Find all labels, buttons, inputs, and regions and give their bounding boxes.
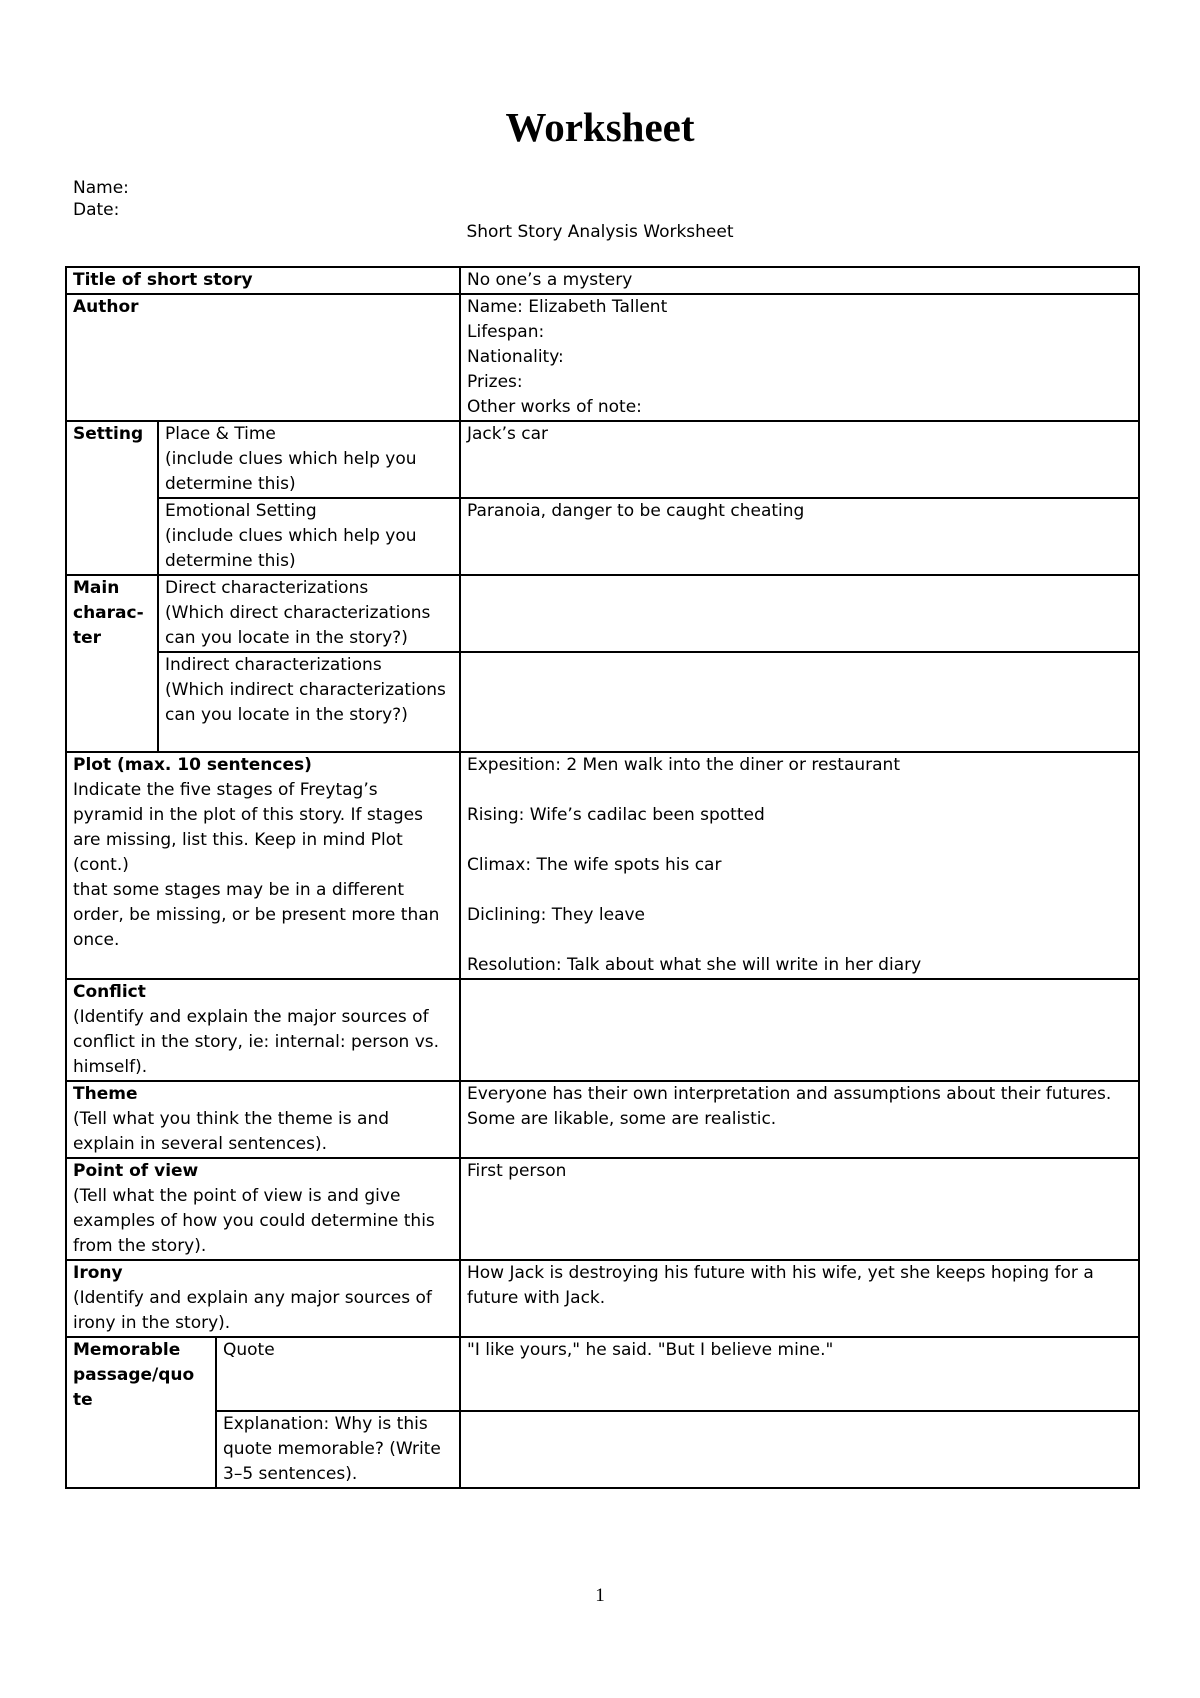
- author-name: Name: Elizabeth Tallent: [467, 297, 668, 317]
- author-lifespan: Lifespan:: [467, 322, 545, 342]
- irony-value-cell: [460, 1260, 1139, 1337]
- main-character-label-cell: [66, 575, 158, 752]
- point-of-view-label-cell: [66, 1158, 460, 1260]
- memorable-explanation-value-cell: [460, 1411, 1139, 1488]
- irony-label: Irony: [73, 1263, 123, 1283]
- author-nationality: Nationality:: [467, 347, 564, 367]
- theme-row: [66, 1081, 1139, 1158]
- setting-emotional-value-cell: [460, 498, 1139, 575]
- title-label-cell: [66, 267, 460, 294]
- conflict-row: [66, 979, 1139, 1081]
- indirect-characterization-value-cell: [460, 652, 1139, 752]
- plot-declining: Diclining: They leave: [467, 905, 646, 925]
- memorable-quote-title-cell: [216, 1337, 460, 1411]
- memorable-quote-value: "I like yours," he said. "But I believe mine.": [467, 1340, 834, 1360]
- setting-emotional-title: Emotional Setting: [165, 501, 317, 521]
- plot-rising: Rising: Wife’s cadilac been spotted: [467, 805, 765, 825]
- setting-label-cell: [66, 421, 158, 575]
- name-label: Name:: [73, 178, 129, 198]
- memorable-explanation-title-cell: [216, 1411, 460, 1488]
- date-label: Date:: [73, 200, 120, 220]
- point-of-view-value-cell: [460, 1158, 1139, 1260]
- direct-characterization-title: Direct characterizations: [165, 578, 369, 598]
- setting-emotional-cell: [158, 498, 460, 575]
- plot-label: Plot (max. 10 sentences): [73, 755, 312, 775]
- irony-row: [66, 1260, 1139, 1337]
- conflict-label: Conflict: [73, 982, 146, 1002]
- plot-resolution: Resolution: Talk about what she will write in her diary: [467, 955, 922, 975]
- title-label: Title of short story: [73, 270, 253, 290]
- irony-label-cell: [66, 1260, 460, 1337]
- theme-hint: (Tell what you think the theme is and explain in several sentences).: [73, 1109, 390, 1154]
- theme-label: Theme: [73, 1084, 138, 1104]
- irony-value: How Jack is destroying his future with his wife, yet she keeps hoping for a future with Jack.: [467, 1263, 1094, 1308]
- main-character-label: Main charac-ter: [73, 578, 144, 648]
- point-of-view-value: First person: [467, 1161, 567, 1181]
- author-label: Author: [73, 297, 139, 317]
- setting-place-cell: [158, 421, 460, 498]
- memorable-quote-row: [66, 1337, 1139, 1411]
- irony-hint: (Identify and explain any major sources of irony in the story).: [73, 1288, 432, 1333]
- title-value-cell: [460, 267, 1139, 294]
- setting-emotional-row: [66, 498, 1139, 575]
- conflict-hint: (Identify and explain the major sources of conflict in the story, ie: internal: person vs. himself).: [73, 1007, 440, 1077]
- memorable-explanation-row: [66, 1411, 1139, 1488]
- setting-emotional-hint: (include clues which help you determine this): [165, 526, 417, 571]
- author-other-works: Other works of note:: [467, 397, 642, 417]
- plot-value-cell: [460, 752, 1139, 979]
- memorable-quote-title: Quote: [223, 1340, 275, 1360]
- setting-place-value-cell: [460, 421, 1139, 498]
- setting-emotional-value: Paranoia, danger to be caught cheating: [467, 501, 805, 521]
- analysis-table: [65, 266, 1140, 1489]
- plot-label-cell: [66, 752, 460, 979]
- direct-characterization-cell: [158, 575, 460, 652]
- point-of-view-hint: (Tell what the point of view is and give examples of how you could determine this from the story).: [73, 1186, 435, 1256]
- conflict-label-cell: [66, 979, 460, 1081]
- author-prizes: Prizes:: [467, 372, 523, 392]
- conflict-value-cell: [460, 979, 1139, 1081]
- setting-label: Setting: [73, 424, 144, 444]
- setting-place-value: Jack’s car: [467, 424, 549, 444]
- direct-characterization-hint: (Which direct characterizations can you locate in the story?): [165, 603, 431, 648]
- setting-place-row: [66, 421, 1139, 498]
- memorable-explanation-title: Explanation: Why is this quote memorable? (Write 3–5 sentences).: [223, 1414, 441, 1484]
- memorable-label-cell: [66, 1337, 216, 1488]
- theme-value: Everyone has their own interpretation and assumptions about their futures. Some are likable, some are realistic.: [467, 1084, 1112, 1129]
- author-row: [66, 294, 1139, 421]
- worksheet-subtitle: Short Story Analysis Worksheet: [466, 222, 734, 242]
- point-of-view-label: Point of view: [73, 1161, 199, 1181]
- plot-exposition: Expesition: 2 Men walk into the diner or restaurant: [467, 755, 900, 775]
- setting-place-title: Place & Time: [165, 424, 276, 444]
- direct-characterization-value-cell: [460, 575, 1139, 652]
- memorable-label: Memorable passage/quo te: [73, 1340, 195, 1410]
- plot-climax: Climax: The wife spots his car: [467, 855, 722, 875]
- author-value-cell: [460, 294, 1139, 421]
- plot-hint: Indicate the five stages of Freytag’s pyramid in the plot of this story. If stages are missing, list this. Keep in mind Plot (cont.): [73, 780, 423, 875]
- theme-label-cell: [66, 1081, 460, 1158]
- plot-hint-continued: that some stages may be in a different order, be missing, or be present more than once.: [73, 880, 440, 950]
- direct-characterization-row: [66, 575, 1139, 652]
- indirect-characterization-cell: [158, 652, 460, 752]
- theme-value-cell: [460, 1081, 1139, 1158]
- indirect-characterization-row: [66, 652, 1139, 752]
- page-title: Worksheet: [505, 104, 695, 150]
- memorable-quote-value-cell: [460, 1337, 1139, 1411]
- author-label-cell: [66, 294, 460, 421]
- point-of-view-row: [66, 1158, 1139, 1260]
- title-value: No one’s a mystery: [467, 270, 633, 290]
- plot-row: [66, 752, 1139, 979]
- indirect-characterization-hint: (Which indirect characterizations can you locate in the story?): [165, 680, 446, 725]
- title-row: [66, 267, 1139, 294]
- page-number: 1: [595, 1585, 605, 1606]
- indirect-characterization-title: Indirect characterizations: [165, 655, 382, 675]
- setting-place-hint: (include clues which help you determine this): [165, 449, 417, 494]
